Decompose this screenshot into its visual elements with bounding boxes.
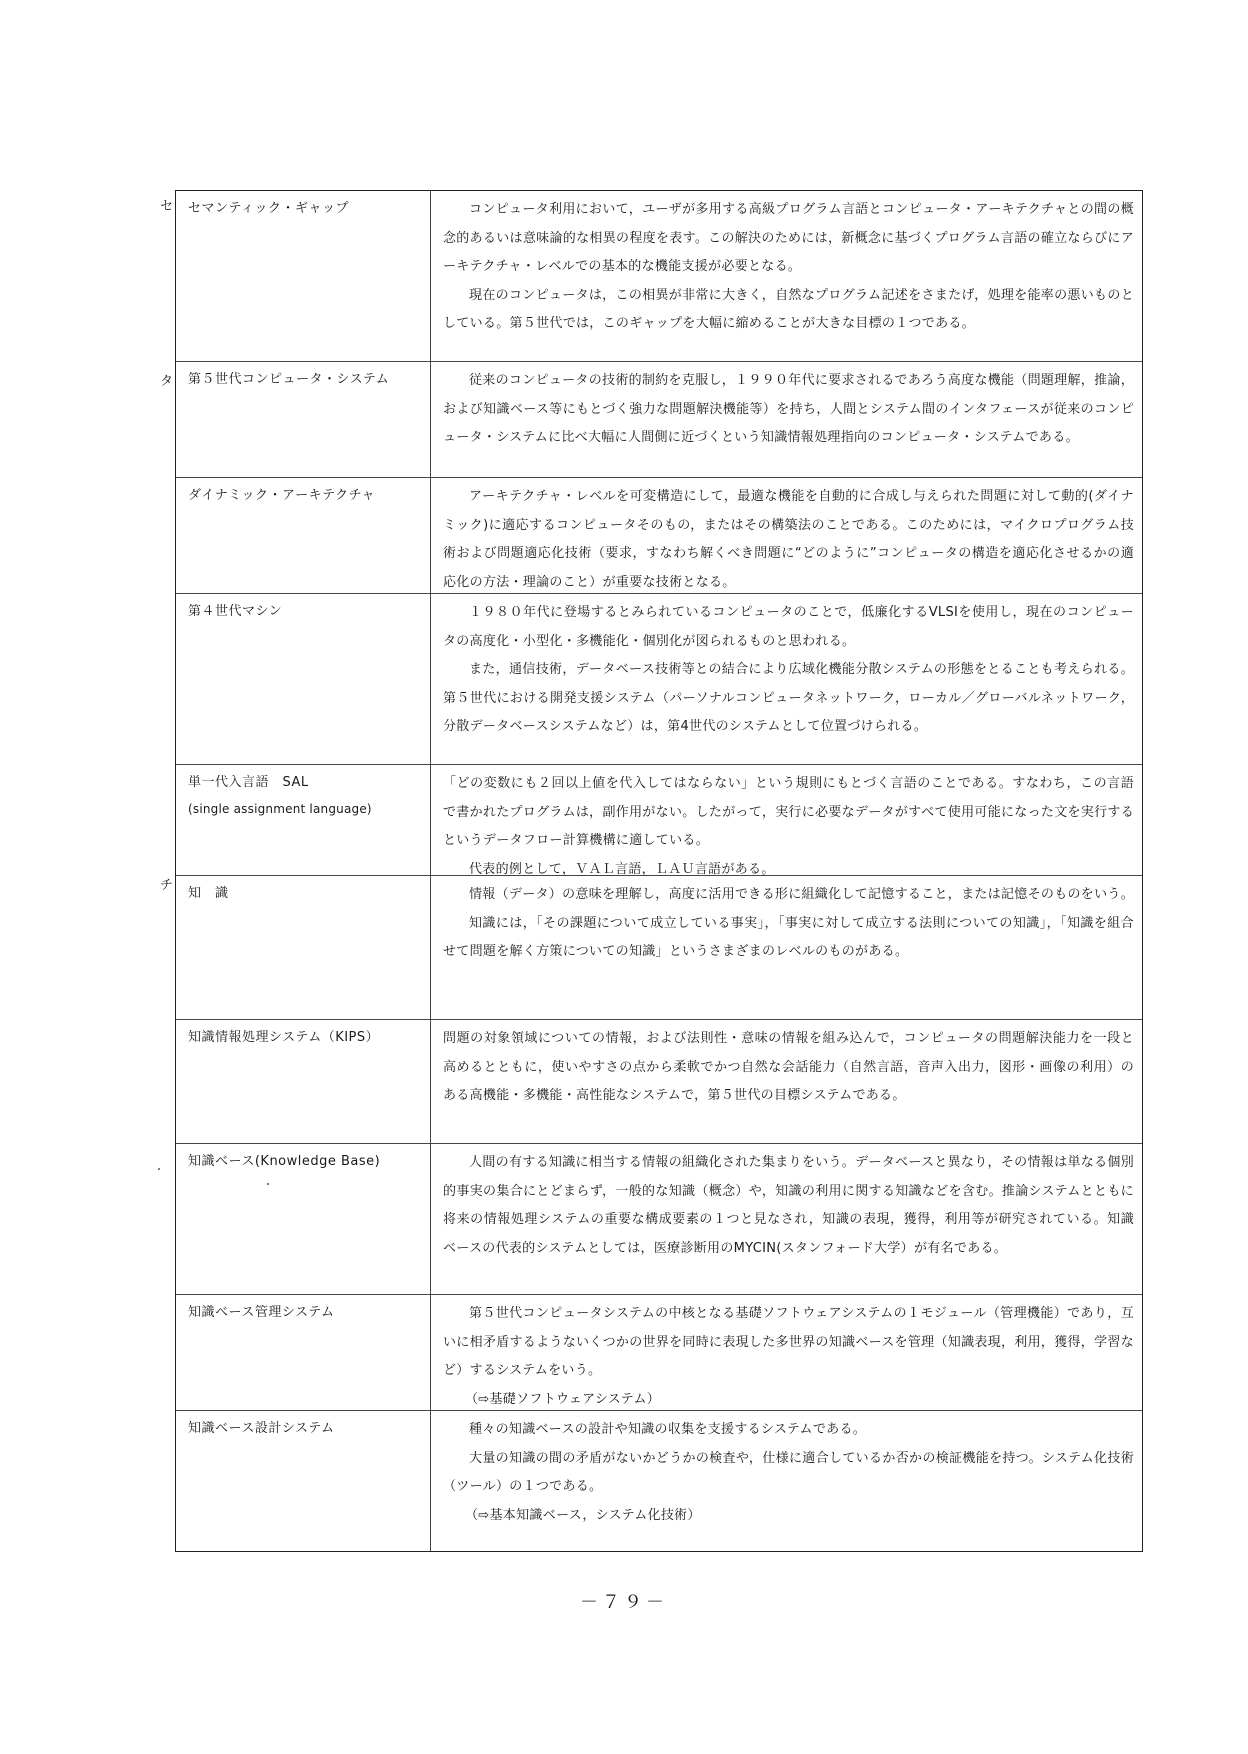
glossary-definition: 問題の対象領域についての情報，および法則性・意味の情報を組み込んで，コンピュータの問題解決能力を一段と高めるとともに，使いやすさの点から柔軟でかつ自然な会話能力（自然言語，音声入出力，図形・画像の利用）のある高機能・多機能・高性能なシステムで，第５世代の目標システムである。 [443, 1031, 1134, 1103]
glossary-entry [176, 1144, 1142, 1295]
glossary-definition: １９８０年代に登場するとみられているコンピュータのことで，低廉化するVLSIを使用し，現在のコンピュータの高度化・小型化・多機能化・個別化が図られるものと思われる。 また，通信技術，データベース技術等との結合により広域化機能分散システムの形態をとることも考えられる。第５世代における開発支援システム（パーソナルコンピュータネットワーク，ローカル／グローバルネットワーク，分散データベースシステムなど）は，第4世代のシステムとして位置づけられる。 [443, 605, 1134, 734]
section-kana-chi: チ [160, 878, 174, 893]
glossary-term: 知識情報処理システム（KIPS） [176, 1020, 431, 1143]
glossary-entry [176, 876, 1142, 1020]
glossary-definition: 「どの変数にも２回以上値を代入してはならない」という規則にもとづく言語のことである。すなわち，この言語で書かれたプログラムは，副作用がない。したがって，実行に必要なデータがすべて使用可能になった文を実行するというデータフロー計算機構に適している。 代表的例として，ＶＡＬ言語，ＬＡＵ言語がある。 [443, 776, 1134, 877]
section-kana-se: セ [160, 199, 174, 214]
glossary-definition: コンピュータ利用において，ユーザが多用する高級プログラム言語とコンピュータ・アーキテクチャとの間の概念的あるいは意味論的な相異の程度を表す。この解決のためには，新概念に基づくプログラム言語の確立ならびにアーキテクチャ・レベルでの基本的な機能支援が必要となる。 現在のコンピュータは，この相異が非常に大きく，自然なプログラム記述をさまたげ，処理を能率の悪いものとしている。第５世代では，このギャップを大幅に縮めることが大きな目標の１つである。 [443, 202, 1134, 331]
glossary-term: 知識ベース(Knowledge Base) [176, 1144, 431, 1294]
glossary-entry [176, 1295, 1142, 1411]
glossary-entry [176, 765, 1142, 876]
page-number: －７９－ [580, 1592, 668, 1613]
scan-speck [267, 1183, 269, 1185]
glossary-term: 第５世代コンピュータ・システム [176, 362, 431, 477]
glossary-entry [176, 362, 1142, 478]
glossary-definition: アーキテクチャ・レベルを可変構造にして，最適な機能を自動的に合成し与えられた問題に対して動的(ダイナミック)に適応するコンピュータそのもの，またはその構築法のことである。このためには，マイクロプログラム技術および問題適応化技術（要求，すなわち解くべき問題に“どのように”コンピュータの構造を適応化させるかの適応化の方法・理論のこと）が重要な技術となる。 [443, 489, 1134, 590]
glossary-term: 単一代入言語 SAL (single assignment language) [176, 765, 431, 875]
scan-speck [158, 1168, 160, 1170]
glossary-term: 知識ベース管理システム [176, 1295, 431, 1410]
glossary-definition: 第５世代コンピュータシステムの中核となる基礎ソフトウェアシステムの１モジュール（管理機能）であり，互いに相矛盾するようないくつかの世界を同時に表現した多世界の知識ベースを管理（知識表現，利用，獲得，学習など）するシステムをいう。 （⇨基礎ソフトウェアシステム） [443, 1306, 1134, 1407]
glossary-entry [176, 1411, 1142, 1551]
glossary-definition: 種々の知識ベースの設計や知識の収集を支援するシステムである。 大量の知識の間の矛盾がないかどうかの検査や，仕様に適合しているか否かの検証機能を持つ。システム化技術（ツール）の１つである。 （⇨基本知識ベース，システム化技術） [443, 1422, 1134, 1523]
section-kana-ta: タ [160, 374, 174, 389]
glossary-term: 知 識 [176, 876, 431, 1019]
glossary-entry [176, 478, 1142, 594]
glossary-term: 知識ベース設計システム [176, 1411, 431, 1551]
glossary-term: ダイナミック・アーキテクチャ [176, 478, 431, 593]
glossary-definition: 従来のコンピュータの技術的制約を克服し，１９９０年代に要求されるであろう高度な機能（問題理解，推論，および知識ベース等にもとづく強力な問題解決機能等）を持ち，人間とシステム間のインタフェースが従来のコンピュータ・システムに比べ大幅に人間側に近づくという知識情報処理指向のコンピュータ・システムである。 [443, 373, 1134, 445]
glossary-term: 第４世代マシン [176, 594, 431, 764]
glossary-table [175, 190, 1143, 1552]
glossary-entry [176, 191, 1142, 362]
glossary-entry [176, 594, 1142, 765]
glossary-entry [176, 1020, 1142, 1144]
glossary-term: セマンティック・ギャップ [176, 191, 431, 361]
glossary-definition: 情報（データ）の意味を理解し，高度に活用できる形に組織化して記憶すること，または記憶そのものをいう。 知識には，「その課題について成立している事実」，「事実に対して成立する法則についての知識」，「知識を組合せて問題を解く方策についての知識」というさまざまのレベルのものがある。 [443, 887, 1135, 959]
glossary-definition: 人間の有する知識に相当する情報の組織化された集まりをいう。データベースと異なり，その情報は単なる個別的事実の集合にとどまらず，一般的な知識（概念）や，知識の利用に関する知識などを含む。推論システムとともに将来の情報処理システムの重要な構成要素の１つと見なされ，知識の表現，獲得，利用等が研究されている。知識ベースの代表的システムとしては，医療診断用のMYCIN(スタンフォード大学）が有名である。 [443, 1155, 1134, 1256]
